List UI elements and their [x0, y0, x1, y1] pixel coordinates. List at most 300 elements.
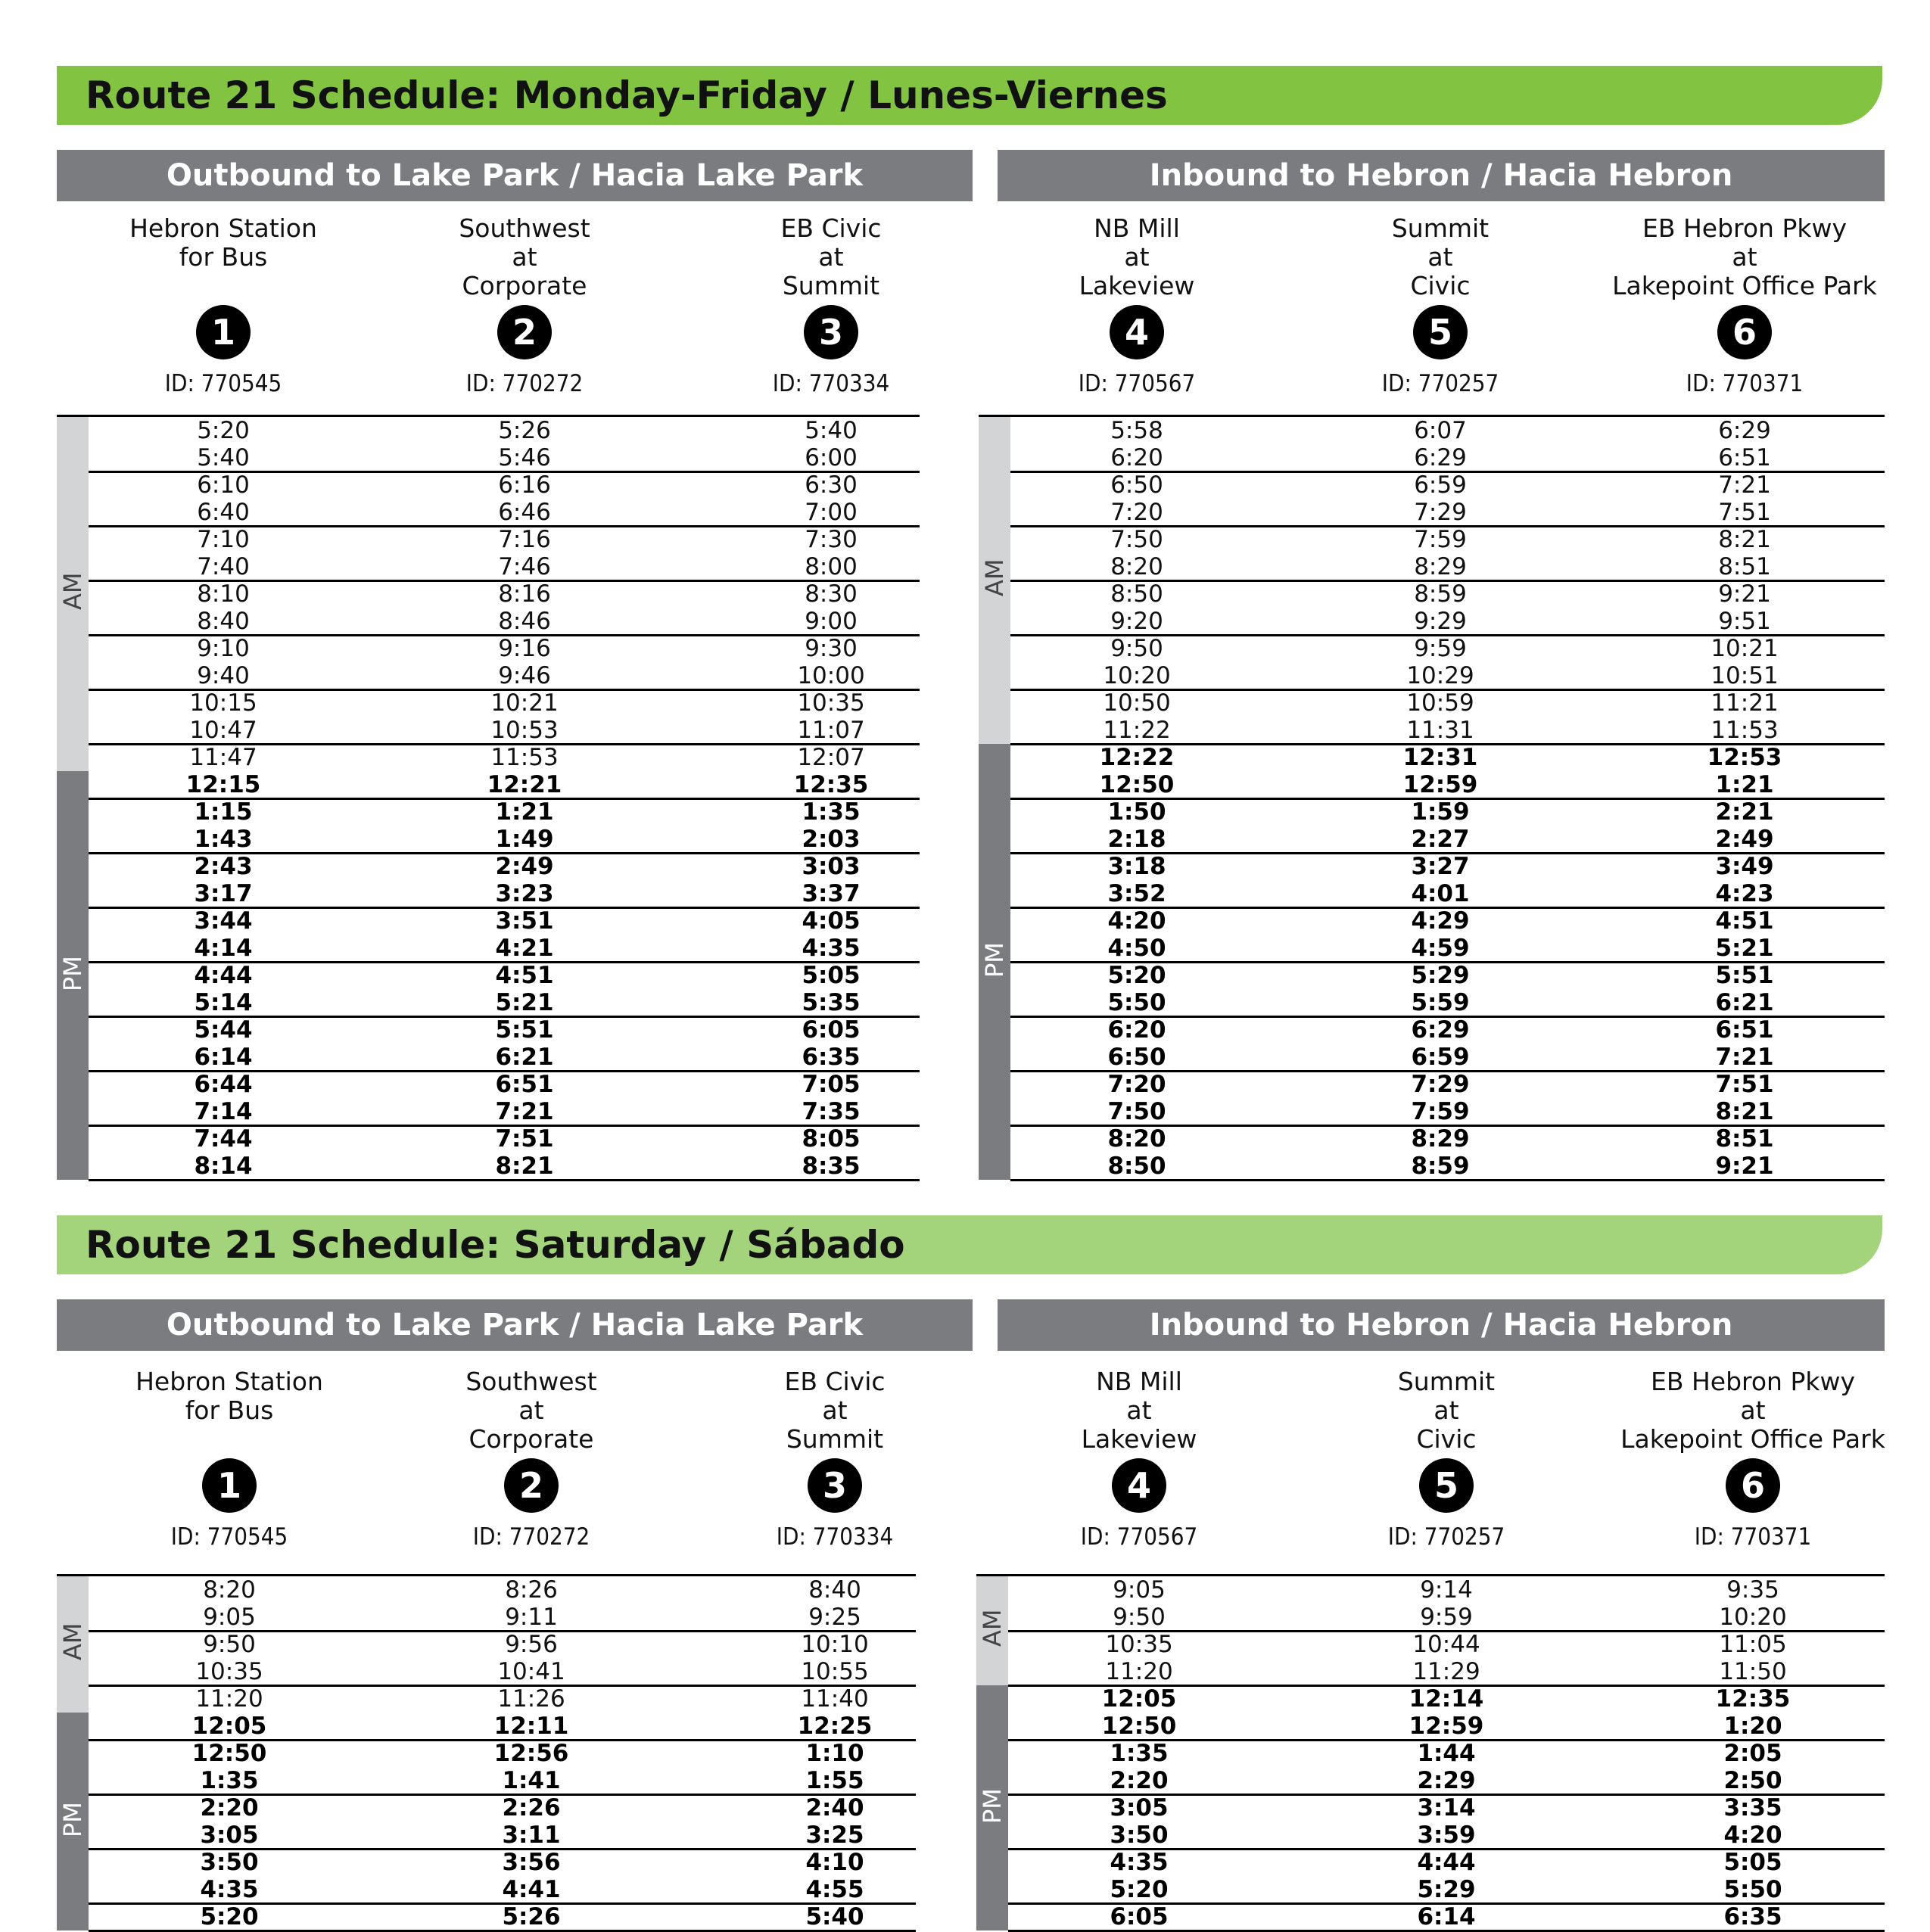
time-cell: 3:27: [1411, 853, 1470, 880]
time-cell: 12:59: [1402, 771, 1478, 798]
time-cell: 10:50: [1103, 689, 1171, 717]
weekday-outbound-panel: [57, 150, 973, 1179]
time-cell: 5:20: [1110, 1876, 1169, 1903]
time-cell: 3:52: [1107, 880, 1166, 907]
table-row: [1008, 1631, 1885, 1658]
table-row: [89, 689, 920, 717]
time-cell: 12:56: [493, 1740, 569, 1767]
time-cell: 3:25: [805, 1822, 864, 1849]
time-cell: 2:21: [1715, 798, 1774, 826]
am-label: AM: [58, 572, 87, 610]
time-cell: 6:51: [1715, 1016, 1774, 1044]
table-row: [1010, 417, 1885, 444]
table-row-group: [89, 635, 920, 691]
time-cell: 3:51: [495, 907, 554, 935]
table-row: [89, 635, 920, 662]
time-cell: 2:03: [802, 826, 861, 853]
time-cell: 12:31: [1402, 744, 1478, 771]
table-row: [89, 1713, 916, 1740]
table-row: [1010, 608, 1885, 635]
pm-label: PM: [980, 942, 1009, 978]
table-row-group: [89, 1071, 920, 1127]
time-cell: 8:14: [194, 1153, 253, 1180]
time-cell: 6:29: [1414, 444, 1467, 471]
weekday-schedule-title: Route 21 Schedule: Monday-Friday / Lunes-Viernes: [57, 66, 1882, 125]
time-cell: 10:35: [1105, 1631, 1173, 1658]
time-cell: 9:59: [1414, 635, 1467, 662]
time-cell: 7:51: [495, 1125, 554, 1153]
table-row: [1010, 826, 1885, 853]
table-row-group: [1010, 962, 1885, 1018]
stop-id: ID: 770567: [1080, 1523, 1198, 1551]
table-row: [1010, 1071, 1885, 1098]
table-row: [89, 826, 920, 853]
table-row: [89, 1016, 920, 1044]
time-cell: 5:44: [194, 1016, 253, 1044]
table-row-group: [89, 1903, 916, 1932]
pm-label: PM: [58, 956, 87, 991]
time-cell: 2:26: [502, 1794, 561, 1822]
saturday-outbound-header: Outbound to Lake Park / Hacia Lake Park: [57, 1299, 973, 1351]
time-cell: 10:44: [1412, 1631, 1480, 1658]
time-cell: 6:51: [1718, 444, 1771, 471]
stop-4: [980, 1367, 1298, 1551]
time-cell: 9:16: [498, 635, 551, 662]
time-cell: 1:10: [805, 1740, 864, 1767]
time-cell: 4:14: [194, 935, 253, 962]
table-row: [1010, 499, 1885, 526]
time-cell: 5:59: [1411, 989, 1470, 1016]
time-cell: 5:20: [197, 417, 250, 444]
time-cell: 6:21: [1715, 989, 1774, 1016]
time-cell: 11:53: [490, 744, 559, 771]
time-cell: 1:20: [1723, 1713, 1782, 1740]
stop-number-badge: 1: [196, 305, 251, 359]
time-cell: 5:20: [200, 1903, 259, 1930]
time-cell: 6:21: [495, 1044, 554, 1071]
table-row: [89, 662, 920, 689]
table-row: [89, 1604, 916, 1631]
time-cell: 7:44: [194, 1125, 253, 1153]
time-cell: 3:18: [1107, 853, 1166, 880]
time-cell: 2:49: [495, 853, 554, 880]
time-cell: 7:21: [495, 1098, 554, 1125]
table-row: [89, 717, 920, 744]
stop-number-badge: 2: [504, 1458, 559, 1513]
table-row: [89, 1631, 916, 1658]
table-row: [1010, 1153, 1885, 1180]
time-cell: 6:35: [1723, 1903, 1782, 1930]
time-cell: 1:44: [1417, 1740, 1476, 1767]
am-period-band: [976, 1576, 1008, 1685]
table-row-group: [89, 1685, 916, 1741]
time-cell: 10:21: [1711, 635, 1779, 662]
time-cell: 7:40: [197, 553, 250, 580]
time-cell: 12:05: [191, 1713, 267, 1740]
time-cell: 12:05: [1101, 1685, 1177, 1713]
pm-label: PM: [58, 1802, 87, 1837]
time-cell: 7:59: [1414, 526, 1467, 553]
table-row: [1010, 771, 1885, 798]
stop-id: ID: 770567: [1078, 370, 1196, 397]
table-row: [89, 989, 920, 1016]
time-cell: 6:07: [1414, 417, 1467, 444]
time-cell: 9:30: [805, 635, 858, 662]
stop-id: ID: 770272: [465, 370, 584, 397]
time-cell: 8:05: [802, 1125, 861, 1153]
time-cell: 2:27: [1411, 826, 1470, 853]
table-row: [1008, 1903, 1885, 1930]
table-row-group: [1010, 580, 1885, 636]
time-cell: 11:29: [1412, 1658, 1480, 1685]
time-cell: 6:29: [1718, 417, 1771, 444]
time-cell: 2:50: [1723, 1767, 1782, 1794]
time-cell: 10:20: [1719, 1604, 1787, 1631]
time-cell: 1:43: [194, 826, 253, 853]
time-cell: 3:05: [1110, 1794, 1169, 1822]
stop-1: [64, 214, 382, 397]
time-cell: 11:20: [1105, 1658, 1173, 1685]
table-row: [1010, 471, 1885, 499]
table-row: [1008, 1740, 1885, 1767]
time-cell: 9:05: [203, 1604, 256, 1631]
table-row-group: [89, 417, 920, 473]
time-cell: 4:51: [495, 962, 554, 989]
saturday-inbound-panel: [978, 1299, 1885, 1930]
time-cell: 2:49: [1715, 826, 1774, 853]
table-row: [1010, 717, 1885, 744]
time-cell: 9:50: [1110, 635, 1163, 662]
time-cell: 9:46: [498, 662, 551, 689]
table-row: [1010, 880, 1885, 907]
time-cell: 12:11: [493, 1713, 569, 1740]
time-cell: 1:21: [1715, 771, 1774, 798]
table-row: [89, 1044, 920, 1071]
time-cell: 2:20: [200, 1794, 259, 1822]
table-row: [89, 1903, 916, 1930]
time-cell: 8:21: [495, 1153, 554, 1180]
time-cell: 10:29: [1406, 662, 1474, 689]
time-cell: 4:55: [805, 1876, 864, 1903]
time-cell: 9:59: [1420, 1604, 1473, 1631]
time-cell: 9:50: [203, 1631, 256, 1658]
table-row-group: [1010, 635, 1885, 691]
table-row: [89, 962, 920, 989]
time-cell: 4:01: [1411, 880, 1470, 907]
table-row-group: [1010, 798, 1885, 854]
time-cell: 8:59: [1414, 580, 1467, 608]
stop-name: EB Civic at Summit: [784, 1367, 886, 1454]
time-cell: 4:59: [1411, 935, 1470, 962]
table-row: [89, 608, 920, 635]
time-cell: 11:22: [1103, 717, 1171, 744]
saturday-outbound-panel: [57, 1299, 973, 1930]
time-cell: 3:23: [495, 880, 554, 907]
table-row: [1010, 935, 1885, 962]
table-row: [89, 1685, 916, 1713]
stop-number-badge: 6: [1717, 305, 1772, 359]
time-cell: 5:26: [498, 417, 551, 444]
time-cell: 5:05: [802, 962, 861, 989]
table-row-group: [89, 471, 920, 527]
stop-name: EB Civic at Summit: [780, 213, 882, 300]
time-cell: 8:46: [498, 608, 551, 635]
time-cell: 7:29: [1411, 1071, 1470, 1098]
table-row: [89, 935, 920, 962]
table-row: [1010, 744, 1885, 771]
time-cell: 11:05: [1719, 1631, 1787, 1658]
table-row: [1010, 444, 1885, 471]
stop-number-badge: 3: [808, 1458, 862, 1513]
time-cell: 4:10: [805, 1849, 864, 1876]
time-cell: 7:00: [805, 499, 858, 526]
am-label: AM: [978, 1609, 1007, 1647]
time-cell: 1:55: [805, 1767, 864, 1794]
table-row: [1010, 1098, 1885, 1125]
time-cell: 7:16: [498, 526, 551, 553]
time-cell: 7:21: [1718, 471, 1771, 499]
table-row: [1010, 553, 1885, 580]
time-cell: 4:50: [1107, 935, 1166, 962]
stop-id: ID: 770257: [1387, 1523, 1505, 1551]
table-row: [1010, 1044, 1885, 1071]
table-row: [1010, 526, 1885, 553]
stop-5: [1281, 214, 1599, 397]
table-row: [89, 1849, 916, 1876]
table-row-group: [89, 1125, 920, 1181]
stop-name: NB Mill at Lakeview: [1081, 1367, 1197, 1454]
pm-period-band: [57, 1713, 89, 1930]
table-row-group: [1008, 1576, 1885, 1632]
time-cell: 7:51: [1718, 499, 1771, 526]
table-row: [89, 1071, 920, 1098]
stop-id: ID: 770272: [472, 1523, 590, 1551]
time-cell: 6:16: [498, 471, 551, 499]
time-cell: 8:16: [498, 580, 551, 608]
table-row-group: [1008, 1903, 1885, 1932]
time-cell: 3:11: [502, 1822, 561, 1849]
time-cell: 7:14: [194, 1098, 253, 1125]
time-cell: 10:47: [189, 717, 257, 744]
time-cell: 6:05: [802, 1016, 861, 1044]
time-cell: 9:21: [1718, 580, 1771, 608]
time-cell: 10:35: [797, 689, 865, 717]
am-label: AM: [980, 558, 1009, 596]
table-row: [1010, 1016, 1885, 1044]
time-cell: 5:20: [1107, 962, 1166, 989]
time-cell: 10:35: [195, 1658, 263, 1685]
stop-3: [672, 214, 990, 397]
time-cell: 12:35: [793, 771, 869, 798]
time-cell: 4:20: [1723, 1822, 1782, 1849]
table-row: [1008, 1876, 1885, 1903]
table-row: [89, 771, 920, 798]
time-cell: 11:31: [1406, 717, 1474, 744]
stop-5: [1287, 1367, 1605, 1551]
time-cell: 1:41: [502, 1767, 561, 1794]
time-cell: 1:35: [1110, 1740, 1169, 1767]
time-cell: 6:05: [1110, 1903, 1169, 1930]
time-cell: 5:51: [1715, 962, 1774, 989]
time-cell: 5:29: [1417, 1876, 1476, 1903]
table-row: [89, 1767, 916, 1794]
pm-period-band: [57, 771, 89, 1180]
time-cell: 8:20: [1110, 553, 1163, 580]
time-cell: 2:05: [1723, 1740, 1782, 1767]
time-cell: 7:21: [1715, 1044, 1774, 1071]
table-row-group: [89, 1794, 916, 1850]
table-row: [1010, 853, 1885, 880]
table-row: [89, 744, 920, 771]
time-cell: 12:21: [487, 771, 562, 798]
time-cell: 1:35: [802, 798, 861, 826]
table-row-group: [1010, 744, 1885, 800]
time-cell: 6:30: [805, 471, 858, 499]
stop-number-badge: 3: [804, 305, 858, 359]
time-cell: 6:29: [1411, 1016, 1470, 1044]
table-row: [89, 1822, 916, 1849]
table-row-group: [1008, 1794, 1885, 1850]
table-row: [89, 1125, 920, 1153]
time-cell: 12:53: [1707, 744, 1782, 771]
table-row-group: [89, 798, 920, 854]
table-row: [89, 907, 920, 935]
time-cell: 7:20: [1110, 499, 1163, 526]
table-row: [89, 880, 920, 907]
stop-name: Summit at Civic: [1391, 213, 1490, 300]
time-cell: 8:21: [1718, 526, 1771, 553]
time-cell: 8:40: [808, 1576, 861, 1604]
stop-1: [70, 1367, 388, 1551]
time-cell: 9:10: [197, 635, 250, 662]
time-cell: 5:26: [502, 1903, 561, 1930]
pm-label: PM: [978, 1788, 1007, 1824]
time-cell: 9:35: [1726, 1576, 1779, 1604]
pm-period-band: [979, 744, 1010, 1180]
time-cell: 12:35: [1715, 1685, 1791, 1713]
stop-id: ID: 770371: [1686, 370, 1804, 397]
stop-name: EB Hebron Pkwy at Lakepoint Office Park: [1612, 213, 1877, 300]
table-row-group: [89, 907, 920, 963]
time-cell: 9:00: [805, 608, 858, 635]
stop-number-badge: 6: [1726, 1458, 1780, 1513]
table-row-group: [89, 962, 920, 1018]
stop-2: [366, 214, 683, 397]
time-cell: 5:40: [805, 1903, 864, 1930]
table-row: [1010, 635, 1885, 662]
time-cell: 11:21: [1711, 689, 1779, 717]
time-cell: 10:10: [801, 1631, 869, 1658]
time-cell: 5:35: [802, 989, 861, 1016]
time-cell: 9:25: [808, 1604, 861, 1631]
stop-number-badge: 5: [1419, 1458, 1474, 1513]
stop-4: [978, 214, 1296, 397]
time-cell: 3:56: [502, 1849, 561, 1876]
table-row-group: [89, 1849, 916, 1905]
stop-name: EB Hebron Pkwy at Lakepoint Office Park: [1620, 1367, 1885, 1454]
table-row: [1008, 1822, 1885, 1849]
time-cell: 11:07: [797, 717, 865, 744]
table-row: [1008, 1849, 1885, 1876]
time-cell: 8:50: [1110, 580, 1163, 608]
time-cell: 6:50: [1107, 1044, 1166, 1071]
table-row-group: [89, 689, 920, 745]
time-cell: 3:50: [200, 1849, 259, 1876]
time-cell: 12:07: [797, 744, 865, 771]
table-row-group: [1010, 689, 1885, 745]
time-cell: 8:29: [1414, 553, 1467, 580]
time-cell: 9:50: [1113, 1604, 1166, 1631]
time-cell: 5:46: [498, 444, 551, 471]
time-cell: 4:20: [1107, 907, 1166, 935]
time-cell: 8:10: [197, 580, 250, 608]
time-cell: 5:50: [1723, 1876, 1782, 1903]
table-row-group: [89, 1016, 920, 1072]
time-cell: 7:59: [1411, 1098, 1470, 1125]
time-cell: 8:59: [1411, 1153, 1470, 1180]
time-cell: 8:29: [1411, 1125, 1470, 1153]
time-cell: 5:40: [197, 444, 250, 471]
time-cell: 4:35: [200, 1876, 259, 1903]
table-row: [89, 1098, 920, 1125]
stop-name: Southwest at Corporate: [465, 1367, 597, 1454]
time-cell: 4:44: [194, 962, 253, 989]
time-cell: 10:53: [490, 717, 559, 744]
time-cell: 9:20: [1110, 608, 1163, 635]
time-cell: 3:50: [1110, 1822, 1169, 1849]
time-cell: 8:40: [197, 608, 250, 635]
time-cell: 9:29: [1414, 608, 1467, 635]
table-row: [89, 444, 920, 471]
time-cell: 6:59: [1411, 1044, 1470, 1071]
weekday-inbound-panel: [980, 150, 1885, 1180]
table-row: [1008, 1685, 1885, 1713]
time-cell: 8:21: [1715, 1098, 1774, 1125]
time-cell: 2:40: [805, 1794, 864, 1822]
time-cell: 7:50: [1110, 526, 1163, 553]
time-cell: 6:59: [1414, 471, 1467, 499]
time-cell: 7:51: [1715, 1071, 1774, 1098]
time-cell: 6:20: [1110, 444, 1163, 471]
time-cell: 3:14: [1417, 1794, 1476, 1822]
time-cell: 7:10: [197, 526, 250, 553]
table-row-group: [89, 1740, 916, 1796]
stop-number-badge: 2: [497, 305, 552, 359]
time-cell: 10:21: [490, 689, 559, 717]
table-row: [1008, 1713, 1885, 1740]
time-cell: 3:37: [802, 880, 861, 907]
time-cell: 7:29: [1414, 499, 1467, 526]
time-cell: 8:51: [1715, 1125, 1774, 1153]
time-cell: 4:51: [1715, 907, 1774, 935]
table-row: [1010, 689, 1885, 717]
stop-name: Southwest at Corporate: [459, 213, 590, 300]
time-cell: 9:14: [1420, 1576, 1473, 1604]
table-row-group: [1010, 1125, 1885, 1181]
time-cell: 6:44: [194, 1071, 253, 1098]
table-row: [1010, 962, 1885, 989]
time-cell: 5:14: [194, 989, 253, 1016]
time-cell: 1:59: [1411, 798, 1470, 826]
time-cell: 12:22: [1099, 744, 1175, 771]
weekday-inbound-header: Inbound to Hebron / Hacia Hebron: [998, 150, 1885, 201]
time-cell: 7:05: [802, 1071, 861, 1098]
table-row-group: [89, 853, 920, 909]
stop-id: ID: 770334: [772, 370, 890, 397]
table-row: [89, 471, 920, 499]
table-row: [89, 1153, 920, 1180]
time-cell: 3:44: [194, 907, 253, 935]
